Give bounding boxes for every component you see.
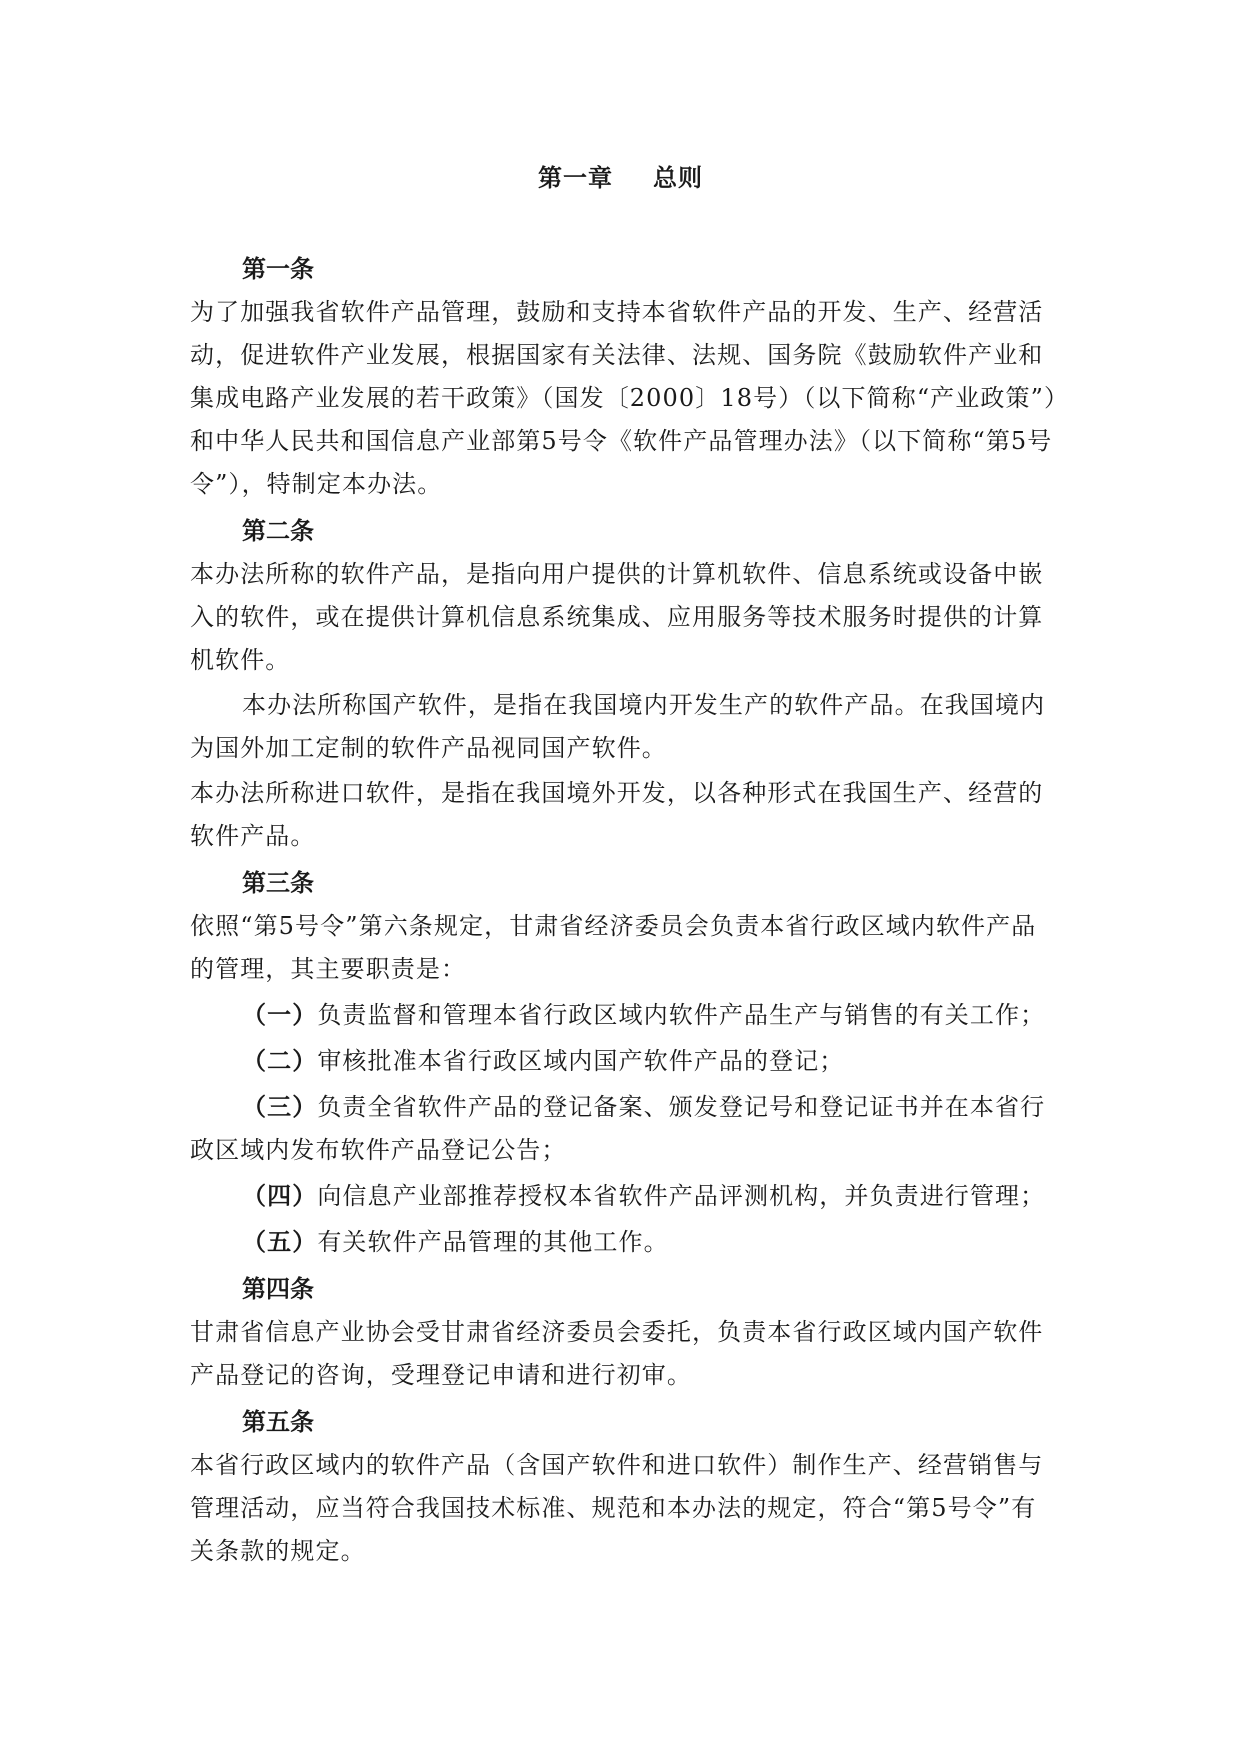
- article-paragraph: 本办法所称的软件产品，是指向用户提供的计算机软件、信息系统或设备中嵌入的软件，或在提供计算机信息系统集成、应用服务等技术服务时提供的计算机软件。: [190, 560, 1044, 674]
- duty-list-item: [190, 1220, 1060, 1264]
- duty-list-item: [190, 1174, 1060, 1218]
- article-heading: 第三条: [242, 868, 314, 897]
- article-paragraph: 依照“第5号令”第六条规定，甘肃省经济委员会负责本省行政区域内软件产品的管理，其主要职责是：: [190, 912, 1037, 983]
- duty-item-text: 有关软件产品管理的其他工作。: [317, 1228, 669, 1256]
- duty-list-item: [190, 1085, 1060, 1172]
- duty-list-item: [190, 1039, 1060, 1083]
- duty-item-text: 负责全省软件产品的登记备案、颁发登记号和登记证书并在本省行政区域内发布软件产品登记公告；: [190, 1093, 1046, 1164]
- article-heading: 第五条: [242, 1407, 314, 1436]
- article-paragraph: 本办法所称国产软件，是指在我国境内开发生产的软件产品。在我国境内为国外加工定制的软件产品视同国产软件。: [190, 691, 1046, 762]
- article-paragraph: 本省行政区域内的软件产品（含国产软件和进口软件）制作生产、经营销售与管理活动，应当符合我国技术标准、规范和本办法的规定，符合“第5号令”有关条款的规定。: [190, 1451, 1044, 1565]
- duty-item-label: （四）: [242, 1181, 318, 1210]
- article-heading: 第四条: [242, 1274, 314, 1303]
- article-paragraph: 本办法所称进口软件，是指在我国境外开发，以各种形式在我国生产、经营的软件产品。: [190, 779, 1044, 850]
- article-paragraph: 为了加强我省软件产品管理，鼓励和支持本省软件产品的开发、生产、经营活动，促进软件产业发展，根据国家有关法律、法规、国务院《鼓励软件产业和集成电路产业发展的若干政策》（国发〔2000〕18号）（以下简称“产业政策”）和中华人民共和国信息产业部第5号令《软件产品管理办法》（以下简称“第5号令”），特制定本办法。: [190, 298, 1058, 498]
- chapter-number: 第一章: [538, 163, 613, 192]
- duty-item-text: 向信息产业部推荐授权本省软件产品评测机构，并负责进行管理；: [317, 1182, 1046, 1210]
- duty-item-text: 审核批准本省行政区域内国产软件产品的登记；: [317, 1047, 845, 1075]
- duty-item-label: （一）: [242, 1000, 318, 1029]
- duty-item-text: 负责监督和管理本省行政区域内软件产品生产与销售的有关工作；: [317, 1001, 1046, 1029]
- chapter-heading: [0, 160, 1241, 196]
- article-paragraph: 甘肃省信息产业协会受甘肃省经济委员会委托，负责本省行政区域内国产软件产品登记的咨询，受理登记申请和进行初审。: [190, 1318, 1044, 1389]
- document-body: [190, 246, 1060, 1575]
- duty-item-label: （二）: [242, 1046, 318, 1075]
- chapter-title: 总则: [653, 163, 703, 192]
- duty-item-label: （三）: [242, 1092, 318, 1121]
- duty-item-label: （五）: [242, 1227, 318, 1256]
- article-heading: 第二条: [242, 516, 314, 545]
- article-heading: 第一条: [242, 254, 314, 283]
- duty-list-item: [190, 993, 1060, 1037]
